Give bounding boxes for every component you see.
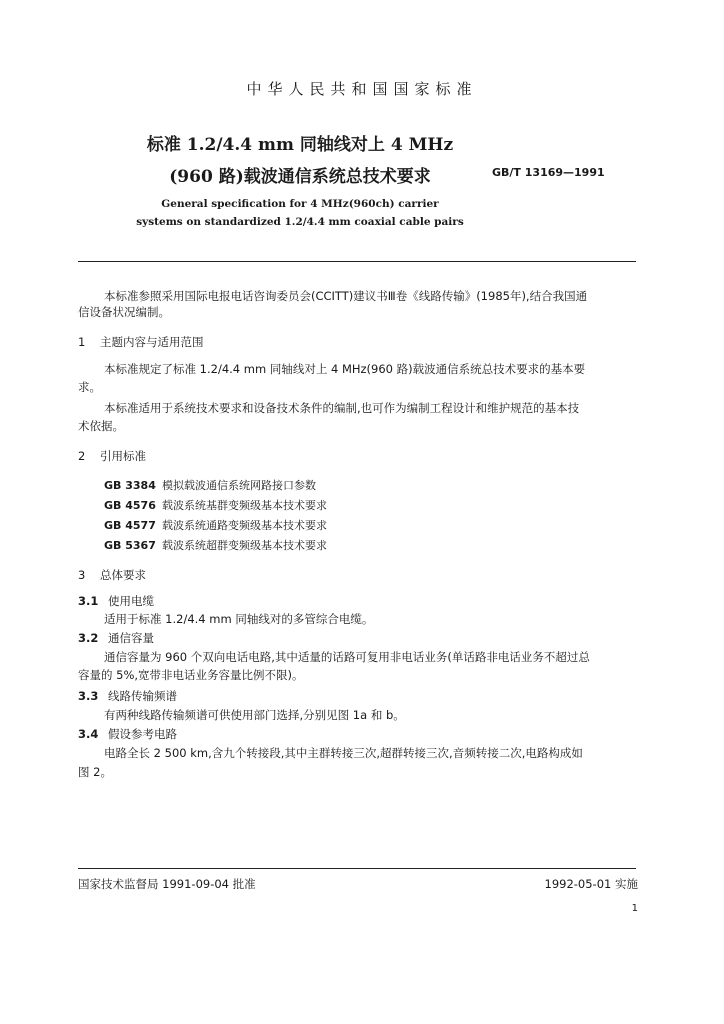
reference-item: [104, 477, 316, 493]
approval-info: 国家技术监督局 1991-09-04 批准: [78, 877, 256, 891]
reference-code: GB 3384: [104, 479, 156, 492]
section-2-number: 2: [78, 449, 86, 463]
subsection-3-2-heading: [78, 630, 154, 646]
section-1-p2-line2: 术依据。: [78, 419, 124, 433]
reference-title: 模拟载波通信系统网路接口参数: [162, 479, 316, 492]
section-3-number: 3: [78, 568, 86, 582]
subsection-3-2-line2: 容量的 5%,宽带非电话业务容量比例不限)。: [78, 668, 304, 682]
section-1-p2-line1: 本标准适用于系统技术要求和设备技术条件的编制,也可作为编制工程设计和维护规范的基本技: [104, 401, 580, 415]
effective-date: 1992-05-01 实施: [544, 877, 638, 891]
page-number: 1: [631, 903, 638, 914]
footer-divider: [78, 868, 636, 869]
subsection-title: 线路传输频谱: [108, 689, 177, 703]
subsection-3-1-text: 适用于标准 1.2/4.4 mm 同轴线对的多管综合电缆。: [104, 612, 374, 626]
reference-item: [104, 497, 327, 513]
title-cn-line2: (960 路)载波通信系统总技术要求: [169, 167, 431, 187]
subsection-3-1-heading: [78, 593, 154, 609]
subsection-title: 通信容量: [108, 631, 154, 645]
reference-code: GB 4577: [104, 519, 156, 532]
subsection-3-2-line1: 通信容量为 960 个双向电话电路,其中适量的话路可复用非电话业务(单话路非电话业务不超过总: [104, 650, 590, 664]
subsection-3-3-heading: [78, 688, 177, 704]
reference-title: 载波系统超群变频级基本技术要求: [162, 539, 327, 552]
title-en-line1: General specification for 4 MHz(960ch) carrier: [161, 198, 439, 210]
reference-title: 载波系统通路变频级基本技术要求: [162, 519, 327, 532]
section-1-p1-line1: 本标准规定了标准 1.2/4.4 mm 同轴线对上 4 MHz(960 路)载波通信系统总技术要求的基本要: [104, 362, 586, 376]
subsection-title: 假设参考电路: [108, 727, 177, 741]
intro-line1: 本标准参照采用国际电报电话咨询委员会(CCITT)建议书Ⅲ卷《线路传输》(1985年),结合我国通: [104, 289, 588, 303]
subsection-3-4-line1: 电路全长 2 500 km,含九个转接段,其中主群转接三次,超群转接三次,音频转接二次,电路构成如: [104, 746, 583, 760]
reference-item: [104, 517, 327, 533]
standard-header: 中华人民共和国国家标准: [246, 80, 478, 98]
title-en-line2: systems on standardized 1.2/4.4 mm coaxial cable pairs: [136, 216, 464, 228]
section-1-heading: [78, 334, 204, 350]
section-1-number: 1: [78, 335, 86, 349]
reference-code: GB 5367: [104, 539, 156, 552]
header-divider: [78, 261, 636, 262]
reference-code: GB 4576: [104, 499, 156, 512]
subsection-title: 使用电缆: [108, 594, 154, 608]
subsection-3-4-line2: 图 2。: [78, 765, 112, 779]
subsection-number: 3.2: [78, 631, 99, 645]
reference-item: [104, 537, 327, 553]
section-1-title: 主题内容与适用范围: [100, 335, 204, 349]
subsection-3-3-text: 有两种线路传输频谱可供使用部门选择,分别见图 1a 和 b。: [104, 708, 405, 722]
section-3-title: 总体要求: [100, 568, 146, 582]
subsection-number: 3.1: [78, 594, 99, 608]
section-1-p1-line2: 求。: [78, 380, 101, 394]
subsection-3-4-heading: [78, 726, 177, 742]
standard-number: GB/T 13169—1991: [492, 166, 605, 179]
section-2-title: 引用标准: [100, 449, 146, 463]
subsection-number: 3.4: [78, 727, 99, 741]
reference-title: 载波系统基群变频级基本技术要求: [162, 499, 327, 512]
section-3-heading: [78, 567, 146, 583]
intro-line2: 信设备状况编制。: [78, 305, 170, 319]
subsection-number: 3.3: [78, 689, 99, 703]
title-cn-line1: 标准 1.2/4.4 mm 同轴线对上 4 MHz: [146, 135, 454, 155]
section-2-heading: [78, 448, 146, 464]
